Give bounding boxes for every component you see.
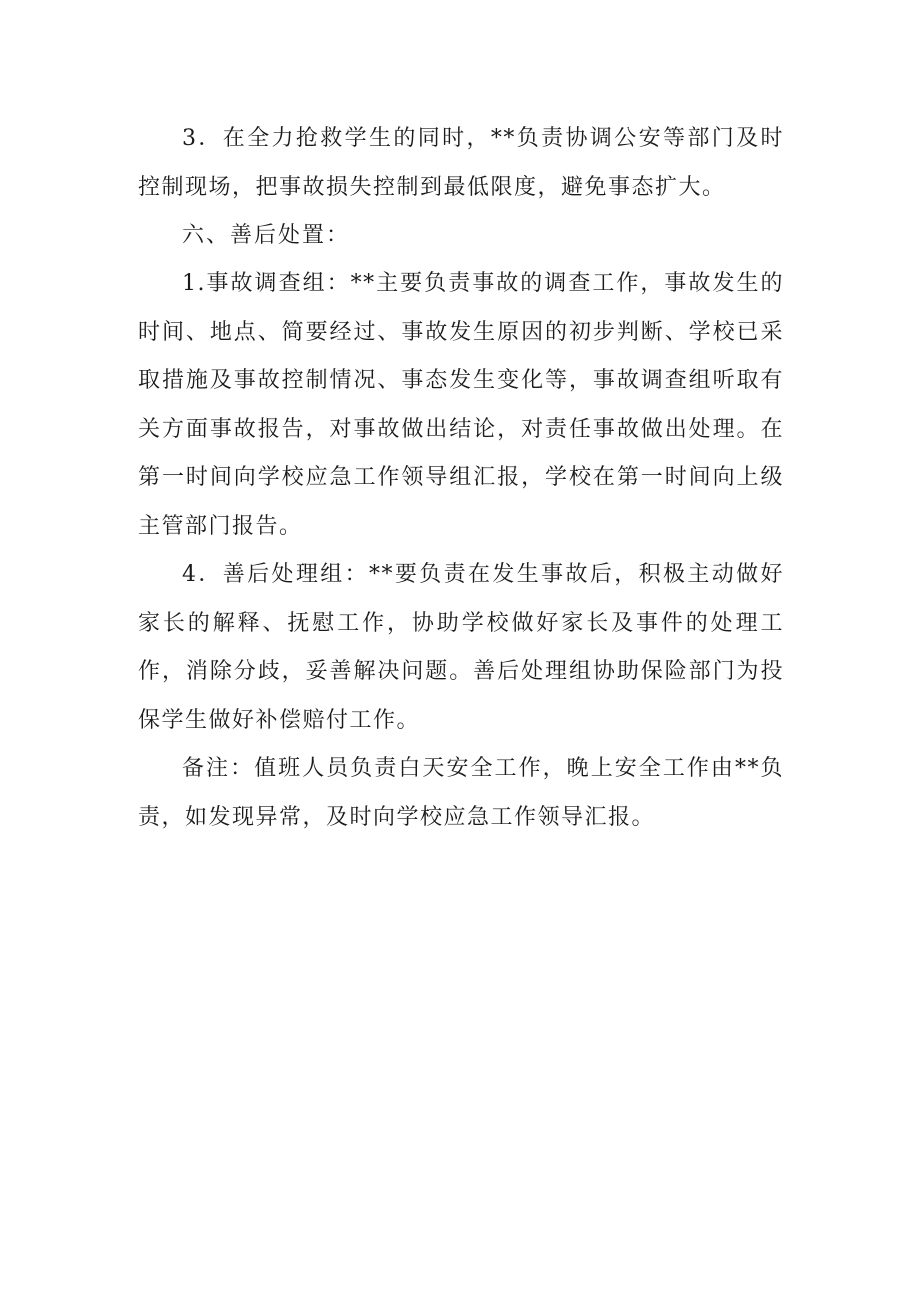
- paragraph-investigation-group: 1.事故调查组：**主要负责事故的调查工作，事故发生的时间、地点、简要经过、事故发生原因的初步判断、学校已采取措施及事故控制情况、事态发生变化等，事故调查组听取有关方面事故报告，对事故做出结论，对责任事故做出处理。在第一时间向学校应急工作领导组汇报，学校在第一时间向上级主管部门报告。: [138, 271, 784, 539]
- section-heading-aftermath: 六、善后处置：: [182, 223, 351, 248]
- paragraph-note: 备注：值班人员负责白天安全工作，晚上安全工作由**负责，如发现异常，及时向学校应急工作领导汇报。: [138, 756, 784, 830]
- paragraph-coordinate-police: 3．在全力抢救学生的同时，**负责协调公安等部门及时控制现场，把事故损失控制到最低限度，避免事态扩大。: [138, 126, 784, 200]
- paragraph-aftermath-group: 4．善后处理组：**要负责在发生事故后，积极主动做好家长的解释、抚慰工作，协助学校做好家长及事件的处理工作，消除分歧，妥善解决问题。善后处理组协助保险部门为投保学生做好补偿赔付工作。: [138, 562, 784, 733]
